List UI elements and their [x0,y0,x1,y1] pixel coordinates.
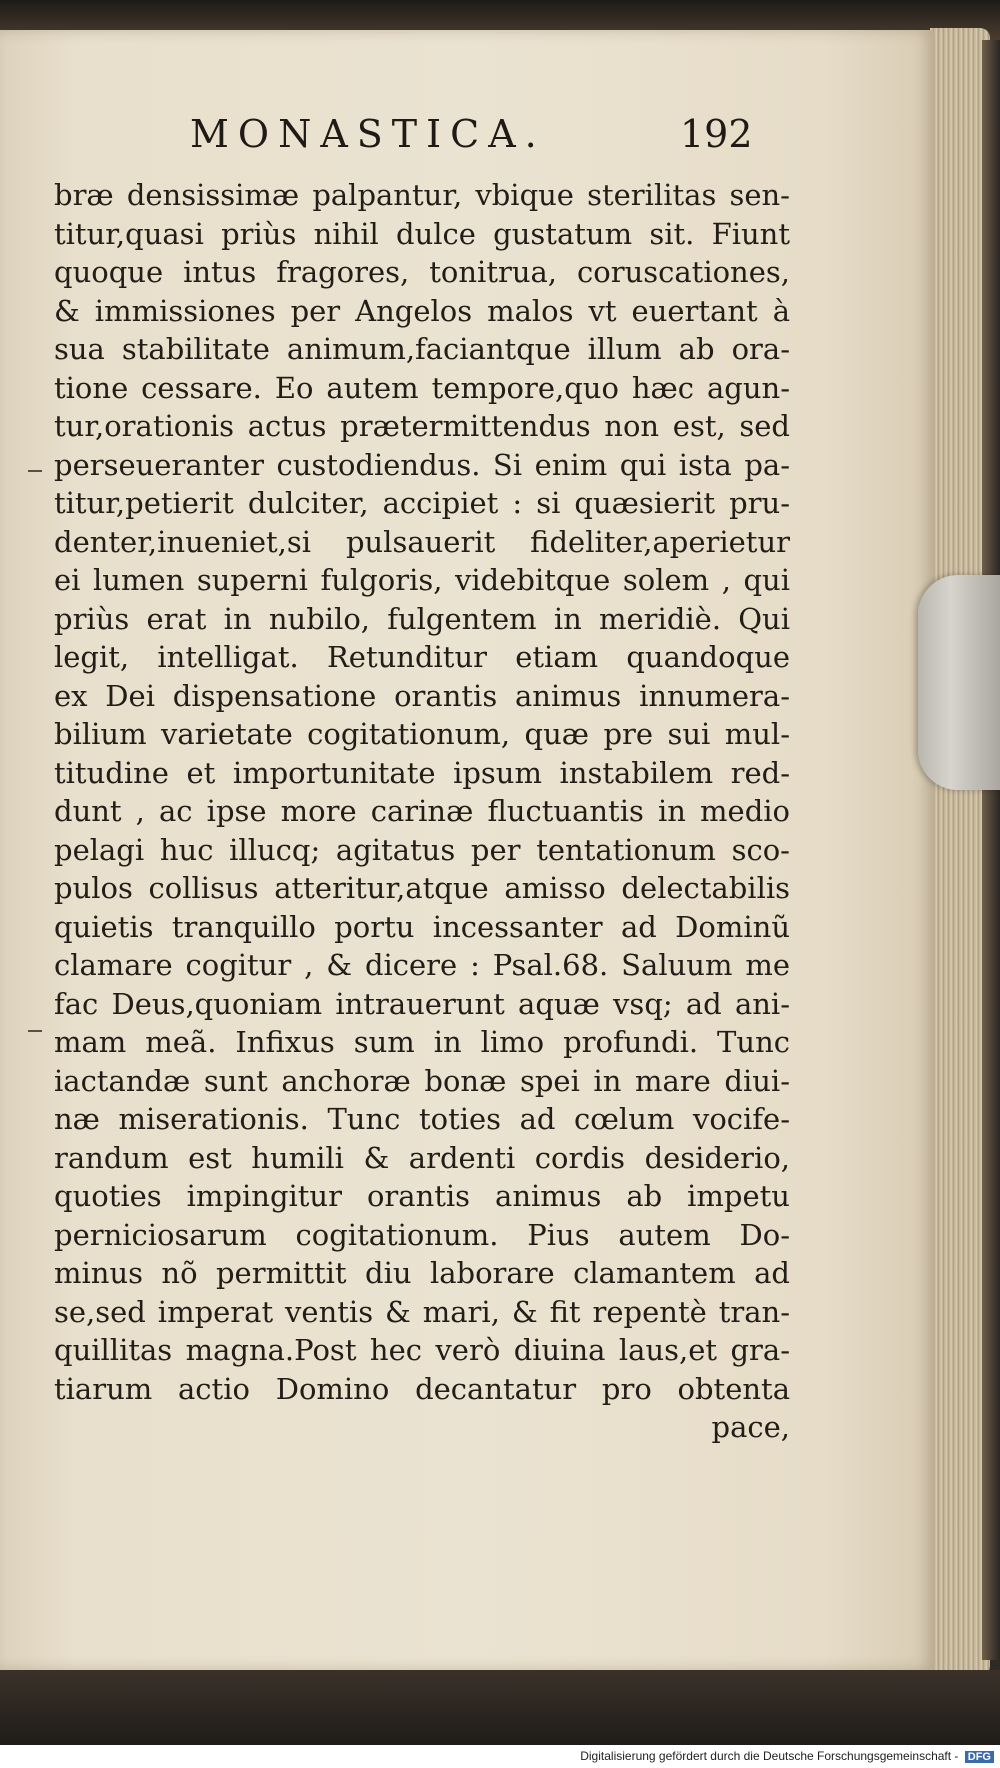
text-line: priùs erat in nubilo, fulgentem in meridiè. Qui [54,601,790,636]
text-line: perniciosarum cogitationum. Pius autem Do- [54,1217,790,1252]
text-line: titur,petierit dulciter, accipiet : si quæsierit pru- [54,486,790,520]
page-number: 192 [680,112,753,156]
text-line: denter,inueniet,si pulsauerit fideliter,aperietur [54,524,790,559]
text-line: quoties impingitur orantis animus ab impetu [54,1179,790,1213]
text-line: pulos collisus atteritur,atque amisso delectabilis [54,871,790,905]
page-edges [930,28,990,1676]
text-line: minus nõ permittit diu laborare clamantem ad [54,1256,790,1290]
text-line: mam meã. Infixus sum in limo profundi. Tunc [54,1025,790,1059]
margin-mark [28,470,42,472]
text-line: randum est humili & ardenti cordis desiderio, [54,1140,790,1175]
text-line: tione cessare. Eo autem tempore,quo hæc agun- [54,370,790,405]
text-line: næ miserationis. Tunc toties ad cœlum vocife- [54,1102,790,1136]
catchword: pace, [711,1410,790,1444]
text-line: quietis tranquillo portu incessanter ad Dominũ [54,909,790,944]
text-line: quillitas magna.Post hec verò diuina laus,et gra- [54,1333,790,1367]
text-line: titudine et importunitate ipsum instabilem red- [54,755,790,790]
text-line: clamare cogitur , & dicere : Psal.68. Saluum me [54,948,790,982]
running-head [190,112,790,162]
funding-credit [580,1749,994,1763]
text-line: quoque intus fragores, tonitrua, coruscationes, [54,255,790,289]
text-line: perseueranter custodiendus. Si enim qui ista pa- [54,447,790,482]
text-line: ex Dei dispensatione orantis animus innumera- [54,678,790,713]
margin-mark [28,1030,42,1032]
text-line: iactandæ sunt anchoræ bonæ spei in mare diui- [54,1063,790,1098]
text-line: sua stabilitate animum,faciantque illum ab ora- [54,332,790,366]
text-line: dunt , ac ipse more carinæ fluctuantis in medio [54,794,790,828]
text-line: legit, intelligat. Retunditur etiam quandoque [54,640,790,674]
text-line: pelagi huc illucq; agitatus per tentationum sco- [54,832,790,867]
body-text [54,176,790,1447]
dfg-logo: DFG [965,1751,994,1763]
funding-credit-text: Digitalisierung gefördert durch die Deutsche Forschungsgemeinschaft - [580,1749,959,1763]
text-line: fac Deus,quoniam intrauerunt aquæ vsq; ad ani- [54,986,790,1021]
page-edges-shadow [982,40,1000,1660]
text-line: & immissiones per Angelos malos vt euertant à [54,293,790,328]
book-cover-bottom [0,1670,1000,1745]
text-line: titur,quasi priùs nihil dulce gustatum sit. Fiunt [54,216,790,251]
text-line: tur,orationis actus prætermittendus non est, sed [54,409,790,443]
text-line: tiarum actio Domino decantatur pro obtenta [54,1371,790,1406]
running-head-title: MONASTICA. [190,112,546,156]
text-line: ei lumen superni fulgoris, videbitque solem , qui [54,563,790,597]
page-clip [918,575,1000,790]
text-line: bilium varietate cogitationum, quæ pre sui mul- [54,717,790,751]
text-line: bræ densissimæ palpantur, vbique sterilitas sen- [54,178,790,212]
text-line: se,sed imperat ventis & mari, & fit repentè tran- [54,1294,790,1329]
